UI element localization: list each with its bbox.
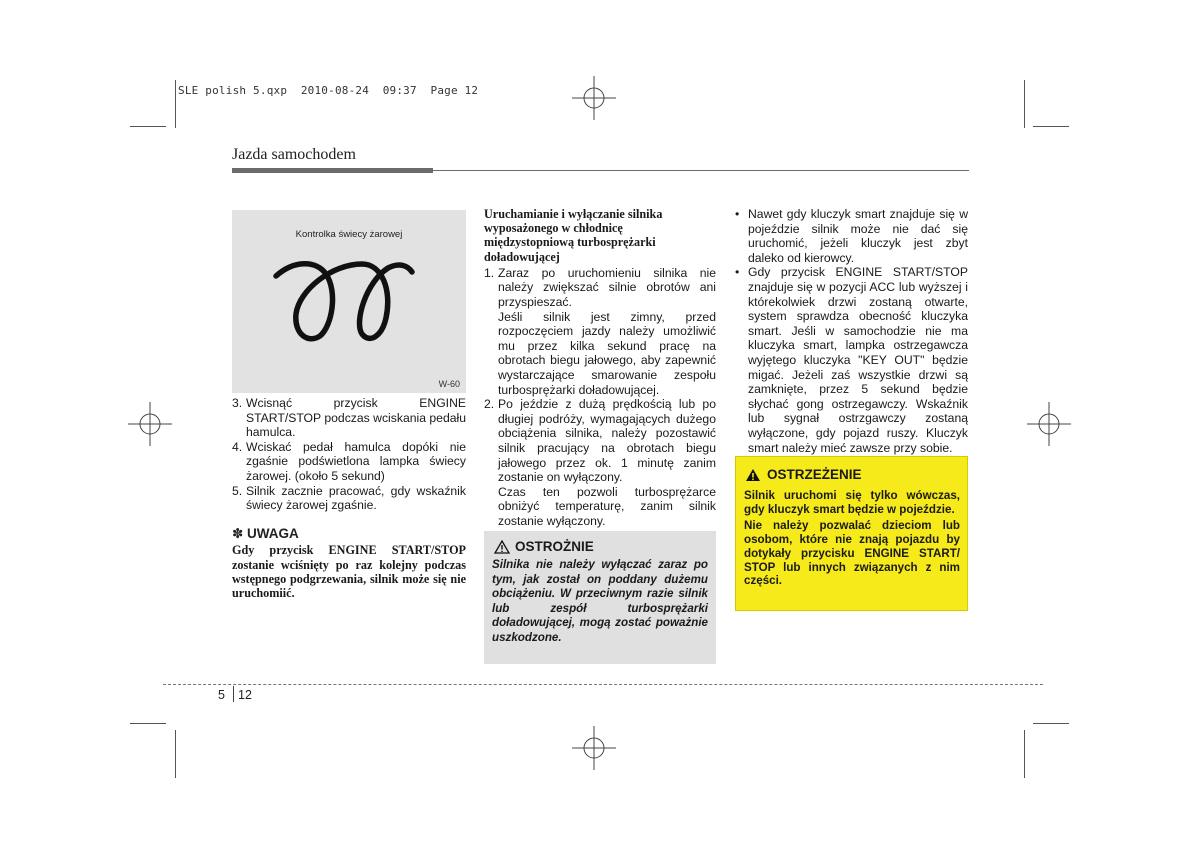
bullet: • bbox=[735, 207, 740, 221]
crop-mark bbox=[175, 730, 176, 778]
crop-mark bbox=[130, 126, 166, 127]
list-paragraph: Jeśli silnik jest zimny, przed rozpoczęciem jazdy należy umożliwić mu przez kilka sekund pracę na obrotach biegu jałowego, aby zapewnić wystarczające smarowanie zespołu turbosprężarki doładowującej. bbox=[498, 309, 716, 397]
list-text: Zaraz po uruchomieniu silnika nie należy zwiększać silnie obrotów ani przyspieszać. bbox=[498, 265, 716, 309]
warning-text bbox=[744, 489, 960, 590]
slug-date: 2010-08-24 bbox=[300, 84, 370, 97]
list-number: 5. bbox=[232, 483, 243, 498]
registration-mark-icon bbox=[122, 396, 178, 452]
warning-paragraph: Silnik uruchomi się tylko wówczas, gdy kluczyk smart będzie w pojeździe. bbox=[744, 489, 960, 516]
footer-rule bbox=[163, 684, 1043, 685]
list-number: 2. bbox=[484, 397, 495, 412]
caution-box bbox=[484, 531, 716, 664]
crop-mark bbox=[1024, 730, 1025, 778]
warning-triangle-icon bbox=[745, 468, 761, 482]
section-number: 5 bbox=[218, 688, 225, 702]
list-number: 4. bbox=[232, 439, 243, 454]
list-text: Nawet gdy kluczyk smart znajduje się w pojeździe silnik może nie dać się uruchomić, jeżeli kluczyk jest zbyt daleko od kierowcy. bbox=[748, 207, 968, 265]
registration-mark-icon bbox=[566, 720, 622, 776]
glow-plug-figure bbox=[232, 210, 466, 393]
list-text: Gdy przycisk ENGINE START/STOP znajduje się w pozycji ACC lub wyższej i którekolwiek drzwi zostaną otwarte, system sprawdza obecność kluczyka smart. Jeśli w samochodzie nie ma kluczyka smart, lampka ostrzegawcza wyjętego kluczyka "KEY OUT" będzie migać. Jeżeli zaś wszystkie drzwi są zamknięte, przez 5 sekund będzie słychać gong ostrzegawczy. Wskaźnik lub sygnał ostrzgawczy zostaną wyłączone, gdy pojazd ruszy. Kluczyk smart należy mieć zawsze przy sobie. bbox=[748, 265, 968, 455]
section-title: Jazda samochodem bbox=[232, 146, 356, 163]
list-item bbox=[484, 397, 716, 485]
crop-mark bbox=[130, 723, 166, 724]
header-rule bbox=[433, 170, 969, 171]
page-number-divider bbox=[233, 686, 234, 702]
caution-header bbox=[494, 539, 594, 554]
list-item bbox=[735, 207, 968, 265]
bullet: • bbox=[735, 265, 740, 280]
list-item bbox=[232, 396, 466, 440]
list-number: 3. bbox=[232, 396, 243, 410]
column-2 bbox=[484, 207, 716, 529]
caution-text: Silnika nie należy wyłączać zaraz po tym, jak został on poddany dużemu obciążeniu. W przeciwnym razie silnik lub zespół turbosprężarki doładowującej, mogą zostać poważnie uszkodzone. bbox=[492, 558, 708, 644]
note-title: ✽ UWAGA bbox=[232, 525, 299, 541]
crop-mark bbox=[1033, 723, 1069, 724]
caution-title: OSTROŻNIE bbox=[515, 539, 594, 554]
list-text: Wcisnąć przycisk ENGINE START/STOP podczas wciskania pedału hamulca. bbox=[246, 396, 466, 440]
subsection-heading: Uruchamianie i wyłączanie silnika wyposażonego w chłodnicę międzystopniową turbosprężarki doładowującej bbox=[484, 207, 663, 264]
warning-header bbox=[745, 467, 862, 482]
column-3 bbox=[735, 207, 968, 455]
crop-mark bbox=[175, 80, 176, 128]
slug-file: SLE polish 5.qxp bbox=[178, 84, 288, 97]
figure-caption: Kontrolka świecy żarowej bbox=[295, 229, 403, 240]
list-item bbox=[484, 266, 716, 310]
print-slug bbox=[178, 84, 478, 97]
list-item bbox=[232, 484, 466, 513]
list-number: 1. bbox=[484, 265, 495, 280]
crop-mark bbox=[1024, 80, 1025, 128]
glow-plug-coil-icon bbox=[232, 210, 466, 393]
list-text: Wciskać pedał hamulca dopóki nie zgaśnie podświetlona lampka świecy żarowej. (około 5 sekund) bbox=[246, 439, 466, 483]
header-bar bbox=[232, 168, 433, 173]
column-1 bbox=[232, 396, 466, 600]
crop-mark bbox=[1033, 126, 1069, 127]
list-paragraph: Czas ten pozwoli turbosprężarce obniżyć temperaturę, zanim silnik zostanie wyłączony. bbox=[498, 484, 716, 528]
list-item bbox=[232, 440, 466, 484]
note-text: Gdy przycisk ENGINE START/STOP zostanie wciśnięty po raz kolejny podczas wstępnego podgrzewania, silnik może się nie uruchomiić. bbox=[232, 543, 466, 600]
warning-box bbox=[735, 456, 968, 611]
caution-triangle-icon bbox=[494, 540, 510, 554]
list-item bbox=[735, 265, 968, 455]
slug-page: Page 12 bbox=[430, 84, 479, 97]
warning-paragraph: Nie należy pozwalać dzieciom lub osobom, które nie znają pojazdu by dotykały przycisku ENGINE START/ STOP lub innych związanych z nim części. bbox=[744, 518, 960, 588]
page-number: 12 bbox=[238, 688, 252, 702]
registration-mark-icon bbox=[1021, 396, 1077, 452]
slug-time: 09:37 bbox=[382, 84, 417, 97]
figure-code: W-60 bbox=[438, 379, 460, 389]
registration-mark-icon bbox=[566, 70, 622, 126]
list-text: Po jeździe z dużą prędkością lub po długiej podróży, wymagających dużego obciążenia silnika, należy pozostawić silnik pracujący na obrotach biegu jałowego przez ok. 1 minutę zanim zostanie on wyłączony. bbox=[498, 397, 716, 485]
warning-title: OSTRZEŻENIE bbox=[767, 467, 862, 482]
list-text: Silnik zacznie pracować, gdy wskaźnik świecy żarowej zgaśnie. bbox=[246, 483, 466, 513]
